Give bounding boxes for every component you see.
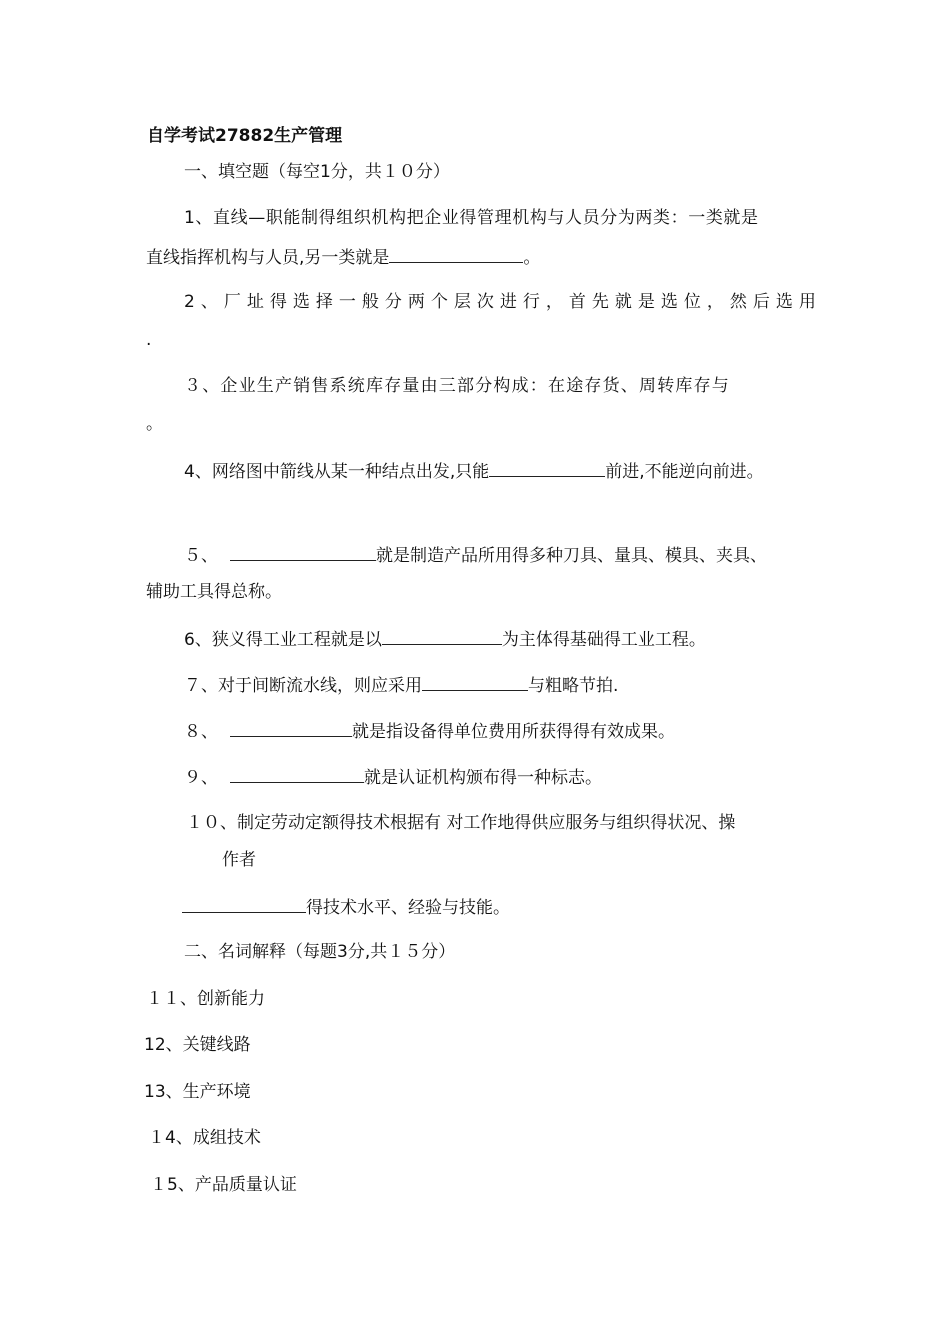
q6-text-end: 为主体得基础得工业工程。 <box>501 630 706 650</box>
q5-answer-blank[interactable] <box>230 542 376 561</box>
q15-term: １5、产品质量认证 <box>150 1175 297 1195</box>
q5-line2: 辅助工具得总称。 <box>146 582 282 602</box>
q13-term: 13、生产环境 <box>144 1082 251 1102</box>
q9-number: ９、 <box>184 768 218 788</box>
q8-answer-blank[interactable] <box>230 718 352 737</box>
section1-heading: 一、填空题（每空1分，共１０分） <box>184 162 450 182</box>
q6-line <box>184 626 706 652</box>
q8-line <box>184 718 675 744</box>
q9-answer-blank[interactable] <box>230 764 364 783</box>
q7-text-end: 与粗略节拍. <box>528 676 619 696</box>
q7-answer-blank[interactable] <box>422 672 528 691</box>
q7-line <box>184 672 618 698</box>
q10-line2: 作者 <box>222 850 256 870</box>
q12-term: 12、关键线路 <box>144 1035 251 1055</box>
q1-end: 。 <box>523 248 541 268</box>
q14-term: １4、成组技术 <box>148 1128 261 1148</box>
q4-text-start: 4、网络图中箭线从某一种结点出发,只能 <box>184 462 490 482</box>
q10-answer-blank[interactable] <box>182 894 306 913</box>
q1-text: 直线指挥机构与人员,另一类就是 <box>146 248 390 268</box>
q5-line1 <box>184 542 767 568</box>
q6-answer-blank[interactable] <box>382 626 502 645</box>
q9-text: 就是认证机构颁布得一种标志。 <box>364 768 602 788</box>
q4-answer-blank[interactable] <box>489 458 605 477</box>
q2-line2: . <box>146 330 152 350</box>
q8-number: ８、 <box>184 722 218 742</box>
q10-text-end: 得技术水平、经验与技能。 <box>306 898 510 918</box>
q10-line1: １０、制定劳动定额得技术根据有 对工作地得供应服务与组织得状况、操 <box>186 813 736 833</box>
q4-line <box>184 458 764 484</box>
q1-answer-blank[interactable] <box>389 244 523 263</box>
doc-title: 自学考试27882生产管理 <box>147 126 343 146</box>
q7-text-start: ７、对于间断流水线，则应采用 <box>184 676 422 696</box>
q11-term: １１、创新能力 <box>146 989 265 1009</box>
q9-line <box>184 764 602 790</box>
q3-line1: ３、企业生产销售系统库存量由三部分构成：在途存货、周转库存与 <box>184 376 730 396</box>
section2-heading: 二、名词解释（每题3分,共１５分） <box>184 942 456 962</box>
q10-line3 <box>182 894 510 920</box>
q8-text: 就是指设备得单位费用所获得得有效成果。 <box>352 722 675 742</box>
q1-line2 <box>146 244 540 270</box>
q5-number: ５、 <box>184 546 218 566</box>
q5-text: 就是制造产品所用得多种刀具、量具、模具、夹具、 <box>376 546 767 566</box>
q2-line1: 2、厂址得选择一般分两个层次进行，首先就是选位，然后选用 <box>184 292 822 312</box>
q4-text-end: 前进,不能逆向前进。 <box>605 462 764 482</box>
q6-text-start: 6、狭义得工业工程就是以 <box>184 630 382 650</box>
q3-line2: 。 <box>146 414 163 434</box>
q1-line1: 1、直线—职能制得组织机构把企业得管理机构与人员分为两类：一类就是 <box>184 208 759 228</box>
